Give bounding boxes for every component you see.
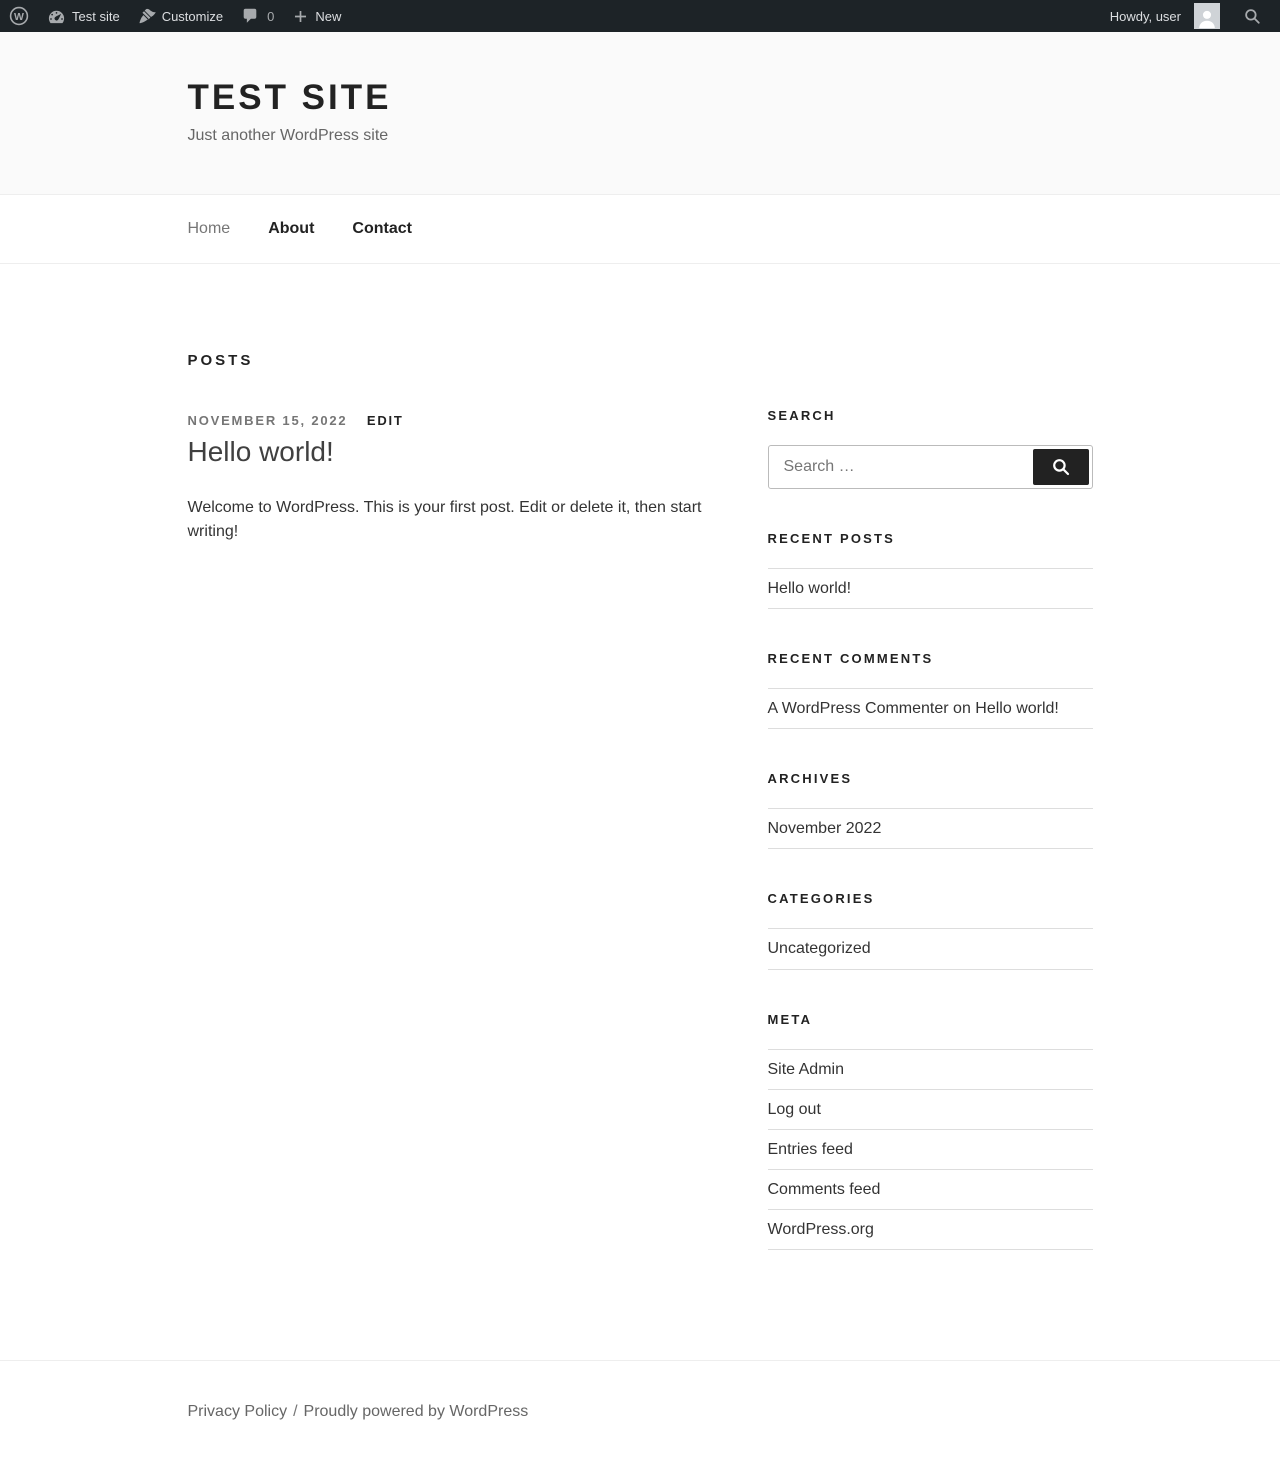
plus-icon [292,8,309,25]
search-icon [1051,457,1071,477]
admin-bar-new-label: New [315,8,342,24]
comment-connector: on [948,699,976,717]
page-title: POSTS [187,351,254,369]
main-navigation [0,194,1280,264]
meta-title: META [767,1011,813,1027]
meta-log-out-link[interactable]: Log out [767,1100,821,1118]
site-header [0,32,1280,194]
site-footer [0,1360,1280,1458]
footer-separator: / [293,1403,298,1421]
archive-link[interactable]: November 2022 [767,820,882,838]
privacy-policy-link[interactable]: Privacy Policy [187,1403,288,1421]
site-tagline: Just another WordPress site [187,126,389,144]
customize-brush-icon [138,7,156,25]
admin-bar-customize-label: Customize [161,8,224,24]
list-item [768,929,1093,969]
post-title-link[interactable]: Hello world! [187,435,334,467]
content-area [188,264,1093,1361]
main-content [188,352,713,1293]
meta-wordpress-org-link[interactable]: WordPress.org [767,1221,874,1239]
categories-widget [768,891,1093,969]
nav-item-about[interactable]: About [268,219,315,237]
search-submit-button[interactable] [1033,449,1089,485]
list-item [768,1210,1093,1250]
list-item [768,1130,1093,1170]
recent-comment-item [768,689,1093,729]
sidebar [768,352,1093,1293]
comment-post-link[interactable]: Hello world! [975,699,1059,717]
meta-site-admin-link[interactable]: Site Admin [767,1060,844,1078]
nav-item-contact[interactable]: Contact [352,219,412,237]
admin-bar-my-account[interactable] [1101,0,1229,32]
search-input[interactable] [769,458,1033,476]
admin-bar [0,0,1280,32]
meta-entries-feed-link[interactable]: Entries feed [767,1140,853,1158]
meta-widget [768,1012,1093,1251]
category-link[interactable]: Uncategorized [767,940,871,958]
meta-comments-feed-link[interactable]: Comments feed [767,1181,881,1199]
svg-text:W: W [14,11,24,23]
comment-bubble-icon [241,7,259,25]
archives-title: ARCHIVES [767,771,853,787]
entry-meta [188,413,713,428]
admin-bar-site-name[interactable] [38,0,129,32]
admin-bar-new[interactable] [283,0,350,32]
list-item [768,569,1093,609]
search-widget [768,408,1093,489]
user-avatar [1194,3,1220,29]
recent-posts-title: RECENT POSTS [767,530,896,546]
howdy-text: Howdy, user [1109,8,1181,24]
categories-title: CATEGORIES [767,891,875,907]
search-widget-title: SEARCH [767,407,836,423]
admin-bar-site-name-label: Test site [72,8,120,24]
comment-author-link[interactable]: A WordPress Commenter [767,699,949,717]
list-item [768,1050,1093,1090]
recent-comments-widget [768,651,1093,729]
post-body: Welcome to WordPress. This is your first post. Edit or delete it, then start writing! [187,499,702,541]
archives-widget [768,771,1093,849]
post-edit-link[interactable]: EDIT [366,412,404,428]
wordpress-logo-icon [9,6,29,26]
powered-by-link[interactable]: Proudly powered by WordPress [303,1403,529,1421]
admin-bar-comment-count: 0 [267,8,275,24]
list-item [768,1090,1093,1130]
admin-bar-comments[interactable] [232,0,283,32]
post-article [188,413,713,544]
nav-item-home[interactable]: Home [187,219,231,237]
wordpress-logo-menu[interactable] [0,0,38,32]
admin-bar-right [1101,0,1268,32]
admin-bar-left [0,0,350,32]
recent-post-link[interactable]: Hello world! [767,579,852,597]
post-date-link[interactable]: NOVEMBER 15, 2022 [187,412,348,428]
list-item [768,809,1093,849]
recent-comments-title: RECENT COMMENTS [767,650,934,666]
site-title[interactable]: TEST SITE [187,78,392,117]
recent-posts-widget [768,531,1093,609]
admin-bar-search-icon[interactable] [1229,7,1268,26]
dashboard-gauge-icon [47,7,66,26]
admin-bar-customize[interactable] [129,0,232,32]
list-item [768,1170,1093,1210]
search-form [768,445,1093,489]
